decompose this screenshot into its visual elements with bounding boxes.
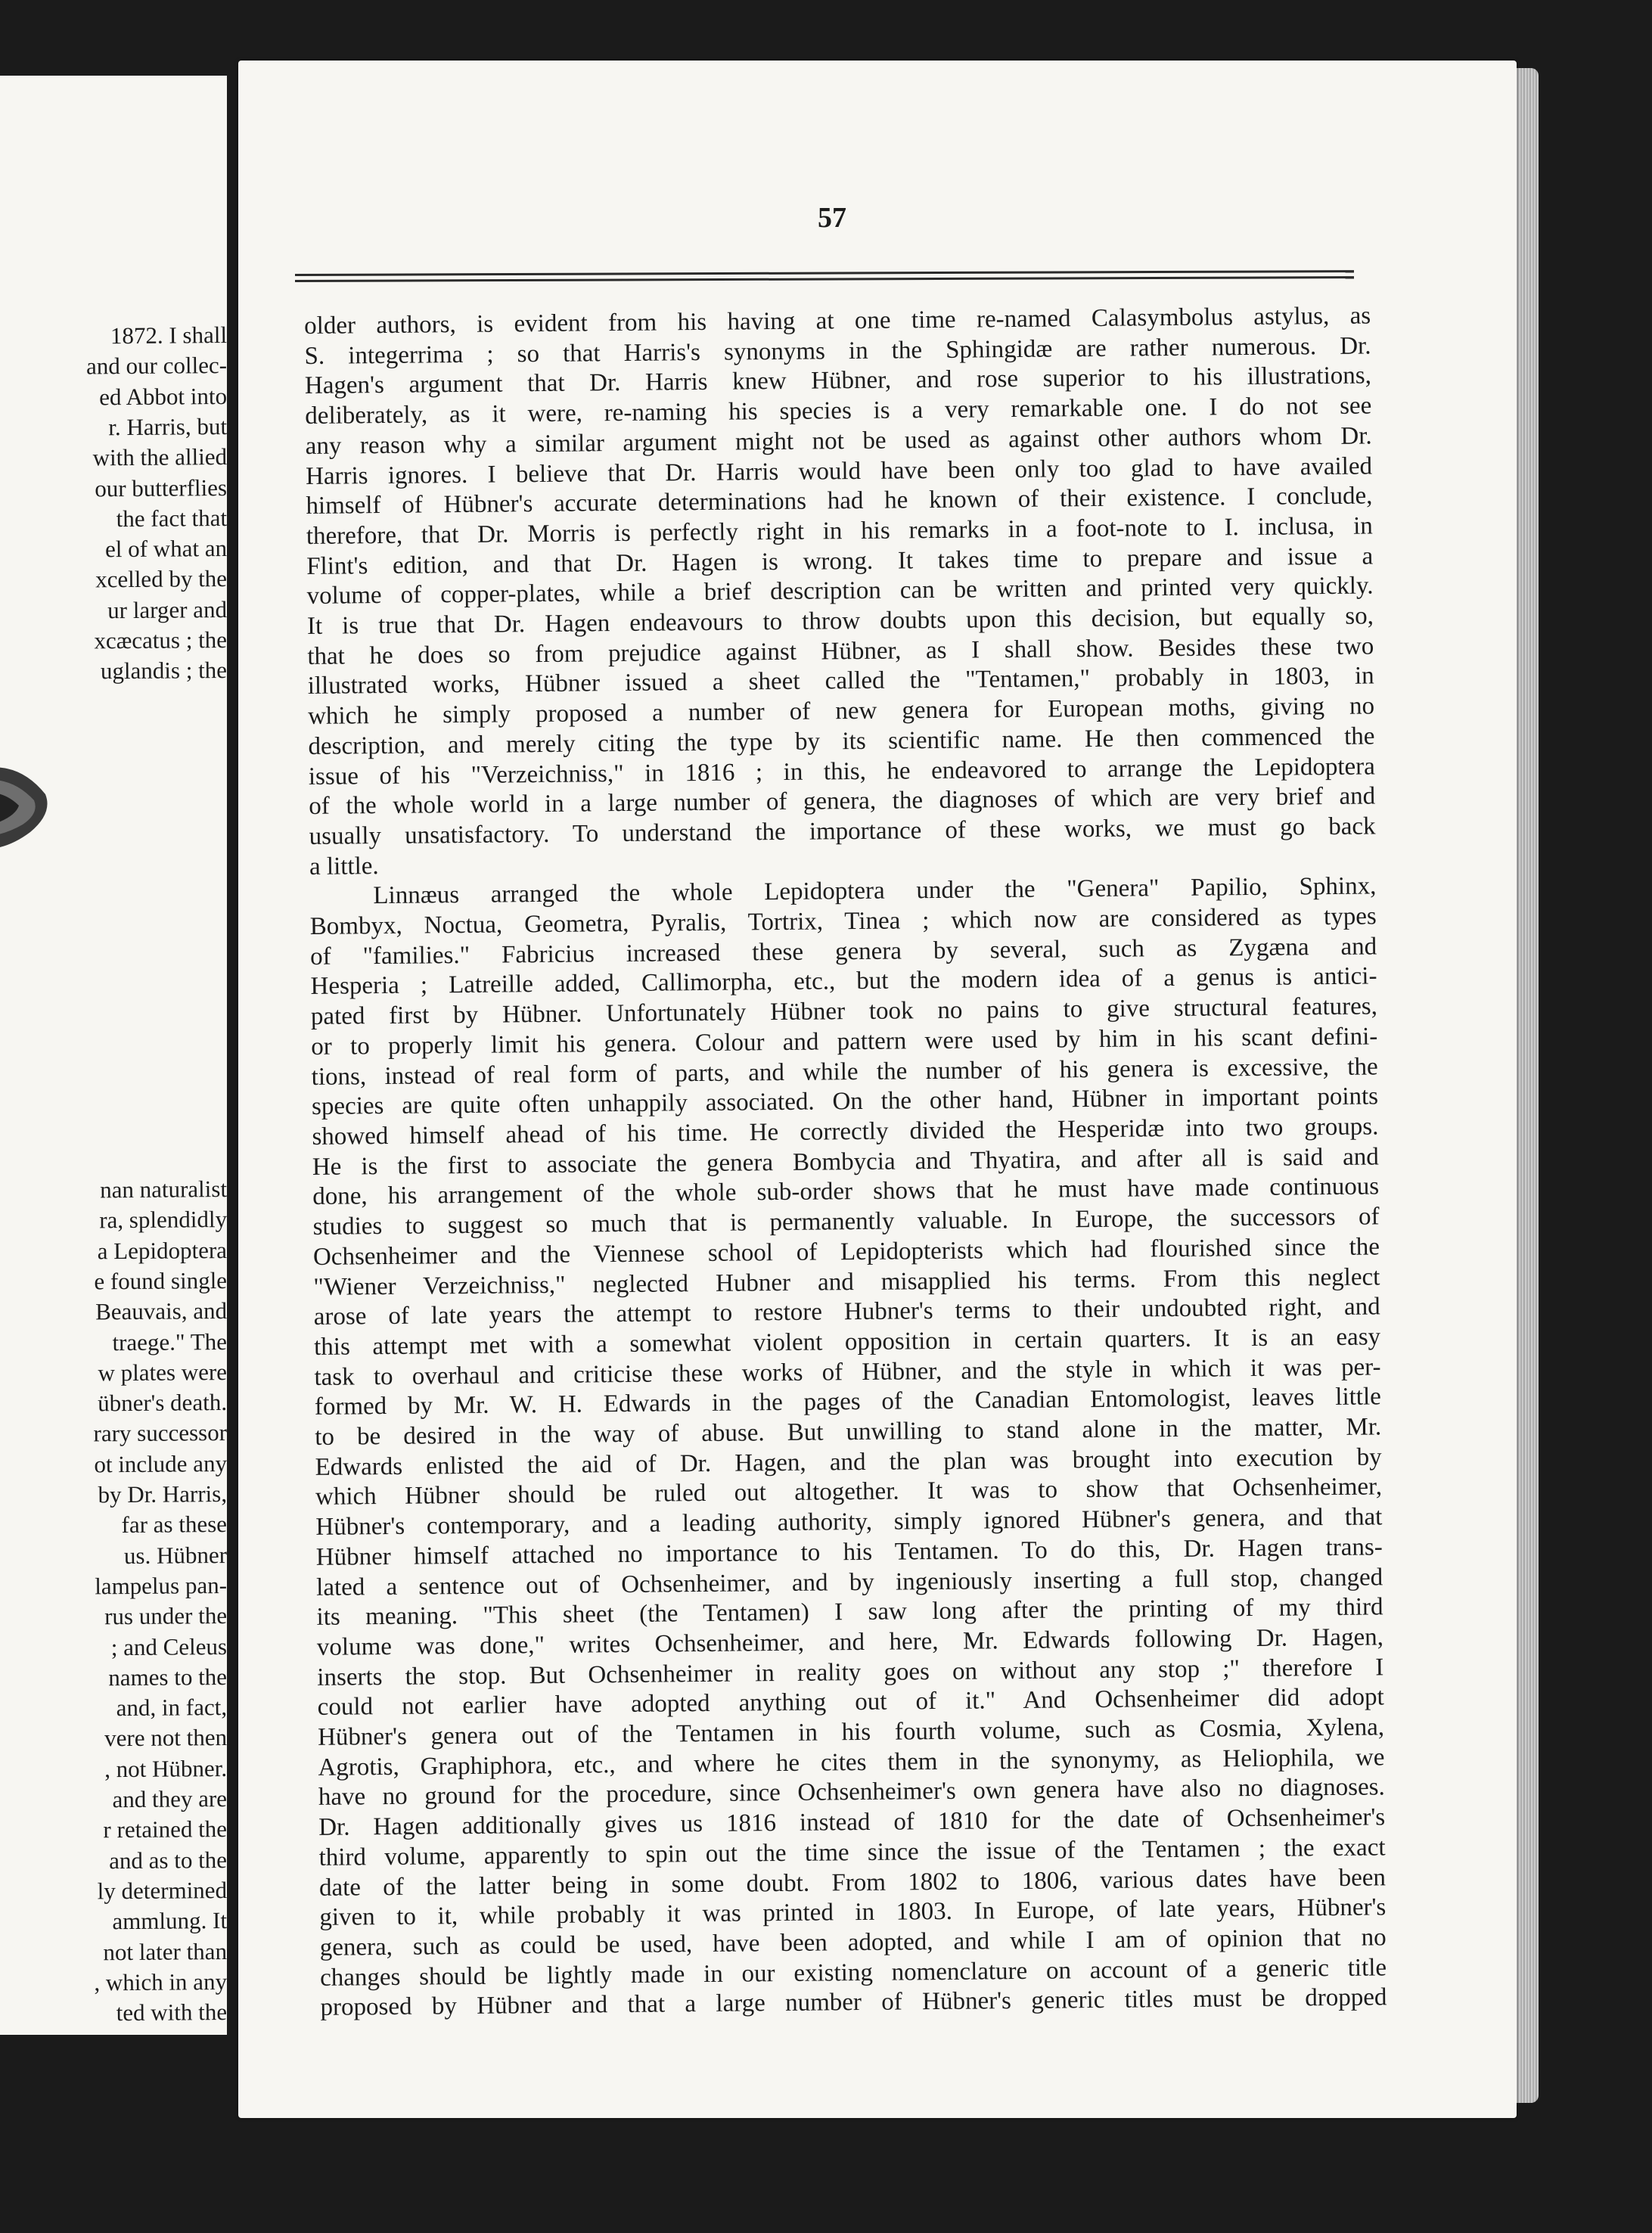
text-line: or to properly limit his genera. Colour and pattern were used by him in his scant defini-: [311, 1023, 1378, 1061]
text-line: showed himself ahead of his time. He correctly divided the Hesperidæ into two groups.: [312, 1113, 1379, 1151]
left-page-line: by Dr. Harris,: [98, 1480, 227, 1508]
page-number: 57: [818, 202, 846, 234]
left-page-line: the fact that: [116, 504, 227, 532]
text-line: Hesperia ; Latreille added, Callimorpha, etc., but the modern idea of a genus is antici-: [310, 962, 1377, 1001]
left-page-line: r. Harris, but: [108, 412, 227, 441]
left-page-line: Beauvais, and: [95, 1297, 227, 1325]
text-line: its meaning. "This sheet (the Tentamen) I saw long after the printing of my third: [316, 1593, 1383, 1632]
left-page-line: vere not then: [104, 1724, 227, 1752]
text-line: S. integerrima ; so that Harris's synonyms in the Sphingidæ are rather numerous. Dr.: [304, 332, 1371, 370]
text-line: inserts the stop. But Ochsenheimer in reality goes on without any stop ;" therefore I: [317, 1654, 1384, 1691]
text-line: Ochsenheimer and the Viennese school of Lepidopterists which had flourished since the: [312, 1233, 1380, 1271]
left-page-line: übner's death.: [97, 1389, 227, 1417]
text-line: It is true that Dr. Hagen endeavours to throw doubts upon this decision, but equally so,: [306, 602, 1374, 641]
left-page-line: names to the: [108, 1663, 227, 1691]
text-line: therefore, that Dr. Morris is perfectly right in his remarks in a foot-note to I. inclusa, in: [306, 512, 1373, 550]
text-line: issue of his "Verzeichniss," in 1816 ; in this, he endeavored to arrange the Lepidoptera: [308, 752, 1376, 790]
text-line: Dr. Hagen additionally gives us 1816 instead of 1810 for the date of Ochsenheimer's: [318, 1803, 1386, 1842]
text-line: He is the first to associate the genera Bombycia and Thyatira, and after all is said and: [312, 1143, 1379, 1181]
text-line: this attempt met with a somewhat violent opposition in certain quarters. It is an easy: [313, 1323, 1381, 1361]
text-line: Flint's edition, and that Dr. Hagen is wrong. It takes time to prepare and issue a: [306, 542, 1374, 580]
left-page-line: with the allied: [92, 443, 227, 471]
text-line: "Wiener Verzeichniss," neglected Hubner and misapplied his terms. From this neglect: [313, 1262, 1380, 1301]
left-page-line: and as to the: [109, 1846, 227, 1874]
text-line: any reason why a similar argument might not be used as against other authors whom Dr.: [305, 422, 1372, 460]
text-line: studies to suggest so much that is permanently valuable. In Europe, the successors of: [312, 1203, 1380, 1241]
left-page-line: ra, splendidly: [99, 1206, 227, 1234]
left-page-line: and our collec-: [85, 352, 227, 380]
text-line: have no ground for the procedure, since Ochsenheimer's own genera have also no diagnoses.: [318, 1773, 1385, 1812]
left-page-line: rus under the: [104, 1602, 227, 1630]
text-line: of "families." Fabricius increased these genera by several, such as Zygæna and: [310, 933, 1377, 971]
text-line: lated a sentence out of Ochsenheimer, and by ingeniously inserting a full stop, changed: [316, 1563, 1383, 1601]
text-line: third volume, apparently to spin out the time since the issue of the Tentamen ; the exact: [318, 1834, 1386, 1871]
left-page-line: ly determined: [97, 1876, 227, 1905]
text-line: proposed by Hübner and that a large number of Hübner's generic titles must be dropped: [320, 1983, 1387, 2022]
text-line: volume was done," writes Ochsenheimer, and here, Mr. Edwards following Dr. Hagen,: [316, 1623, 1384, 1661]
left-page-line: ammlung. It: [112, 1907, 227, 1935]
left-page-line: ed Abbot into: [99, 382, 227, 410]
left-page-line: w plates were: [98, 1358, 227, 1387]
left-page-line: our butterflies: [95, 474, 227, 502]
left-page-line: not later than: [103, 1937, 227, 1965]
left-page-line: far as these: [121, 1511, 227, 1539]
text-line: arose of late years the attempt to restore Hubner's terms to their undoubted right, and: [313, 1293, 1380, 1331]
left-page-line: xcelled by the: [95, 565, 227, 593]
text-line: volume of copper-plates, while a brief description can be written and printed very quickly.: [306, 572, 1374, 610]
text-line: himself of Hübner's accurate determinations had he known of their existence. I conclude,: [306, 482, 1373, 520]
left-page-line: 1872. I shall: [110, 321, 227, 349]
text-line: task to overhaul and criticise these works of Hübner, and the style in which it was per-: [314, 1353, 1381, 1391]
text-line: Hübner's genera out of the Tentamen in his fourth volume, such as Cosmia, Xylena,: [317, 1713, 1385, 1751]
text-line: could not earlier have adopted anything out of it." And Ochsenheimer did adopt: [317, 1683, 1384, 1722]
left-page-line: nan naturalist: [99, 1176, 227, 1203]
text-line: Harris ignores. I believe that Dr. Harris would have been only too glad to have availed: [305, 452, 1373, 490]
left-page-line: r retained the: [103, 1815, 227, 1843]
text-line: which Hübner should be ruled out altogether. It was to show that Ochsenheimer,: [315, 1473, 1383, 1511]
left-page-line: e found single: [94, 1266, 227, 1295]
text-line: given to it, while probably it was printed in 1803. In Europe, of late years, Hübner's: [319, 1893, 1386, 1932]
left-page-line: and, in fact,: [116, 1694, 227, 1722]
left-page-line: lampelus pan-: [95, 1571, 227, 1600]
text-line: Linnæus arranged the whole Lepidoptera under the "Genera" Papilio, Sphinx,: [373, 872, 1377, 910]
left-page-line: a Lepidoptera: [97, 1236, 227, 1264]
text-line: which he simply proposed a number of new genera for European moths, giving no: [307, 692, 1375, 731]
text-line: genera, such as could be used, have been adopted, and while I am of opinion that no: [319, 1924, 1386, 1961]
text-line: to be desired in the way of abuse. But unwilling to stand alone in the matter, Mr.: [315, 1413, 1382, 1451]
left-page-line: uglandis ; the: [100, 657, 227, 685]
left-page-line: and they are: [112, 1785, 227, 1813]
text-line: tions, instead of real form of parts, and while the number of his genera is excessive, the: [311, 1052, 1378, 1091]
text-line: description, and merely citing the type by its scientific name. He then commenced the: [308, 722, 1375, 760]
moth-illustration-fragment: [0, 741, 61, 877]
left-page-line: ; and Celeus: [110, 1632, 227, 1660]
text-line: Hübner's contemporary, and a leading authority, simply ignored Hübner's genera, and that: [315, 1503, 1383, 1542]
text-line: done, his arrangement of the whole sub-order shows that he must have made continuous: [312, 1172, 1380, 1211]
text-line: changes should be lightly made in our existing nomenclature on account of a generic title: [319, 1954, 1387, 1992]
text-line: date of the latter being in some doubt. From 1802 to 1806, various dates have been: [318, 1863, 1386, 1902]
text-line: a little.: [309, 852, 379, 880]
text-line: Agrotis, Graphiphora, etc., and where he cites them in the synonymy, as Heliophila, we: [318, 1744, 1385, 1781]
left-page-line: , which in any: [94, 1967, 227, 1996]
text-line: Edwards enlisted the aid of Dr. Hagen, and the plan was brought into execution by: [315, 1443, 1382, 1481]
text-line: pated first by Hübner. Unfortunately Hübner took no pains to give structural features,: [310, 992, 1378, 1031]
left-page-line: ot include any: [94, 1449, 227, 1478]
left-page-line: ur larger and: [107, 595, 227, 623]
text-line: that he does so from prejudice against Hübner, as I shall show. Besides these two: [307, 632, 1374, 670]
left-page-line: xcæcatus ; the: [94, 626, 227, 654]
left-page: [0, 76, 227, 2035]
text-line: formed by Mr. W. H. Edwards in the pages of the Canadian Entomologist, leaves little: [314, 1383, 1382, 1421]
left-page-line: us. Hübner: [123, 1541, 227, 1569]
left-page-line: traege." The: [112, 1328, 227, 1356]
text-line: illustrated works, Hübner issued a sheet called the "Tentamen," probably in 1803, in: [307, 662, 1374, 700]
text-line: Hübner himself attached no importance to his Tentamen. To do this, Dr. Hagen trans-: [315, 1533, 1383, 1571]
left-page-line: rary successor: [93, 1419, 227, 1447]
left-page-line: el of what an: [104, 535, 227, 563]
text-line: Hagen's argument that Dr. Harris knew Hübner, and rose superior to his illustrations,: [304, 362, 1372, 400]
text-line: older authors, is evident from his having at one time re-named Calasymbolus astylus, as: [304, 302, 1371, 340]
text-line: usually unsatisfactory. To understand the importance of these works, we must go back: [309, 812, 1376, 850]
text-line: species are quite often unhappily associated. On the other hand, Hübner in important points: [311, 1082, 1379, 1121]
text-line: of the whole world in a large number of genera, the diagnoses of which are very brief and: [309, 782, 1376, 821]
body-text: [304, 301, 1387, 2023]
left-page-line: , not Hübner.: [104, 1754, 227, 1782]
left-page-line: ted with the: [116, 1999, 227, 2026]
text-line: Bombyx, Noctua, Geometra, Pyralis, Tortrix, Tinea ; which now are considered as types: [309, 902, 1377, 941]
text-line: deliberately, as it were, re-naming his species is a very remarkable one. I do not see: [305, 392, 1372, 430]
